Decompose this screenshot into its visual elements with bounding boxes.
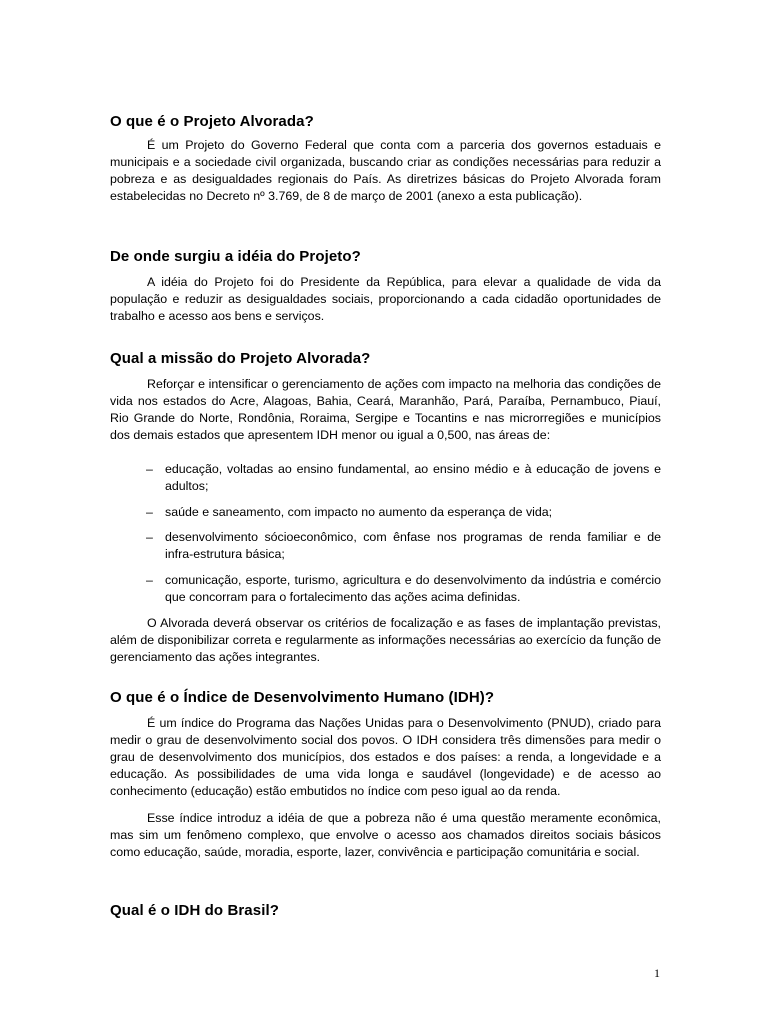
- section-heading-idh-brasil: Qual é o IDH do Brasil?: [110, 902, 279, 919]
- list-item-text: educação, voltadas ao ensino fundamental, ao ensino médio e à educação de jovens e adultos;: [165, 462, 661, 493]
- paragraph-missao-outro: O Alvorada deverá observar os critérios de focalização e as fases de implantação previstas, além de disponibilizar correta e regularmente as informações necessárias ao exercício da função de gerenciamento das ações integrantes.: [110, 616, 661, 664]
- section-heading-origem-ideia: De onde surgiu a idéia do Projeto?: [110, 248, 361, 265]
- page-number: 1: [654, 966, 660, 980]
- list-item: [146, 504, 661, 521]
- list-dash: –: [146, 530, 153, 544]
- list-item-text: desenvolvimento sócioeconômico, com ênfase nos programas de renda familiar e de infra-estrutura básica;: [165, 530, 661, 561]
- list-item: [146, 572, 661, 606]
- paragraph-idh-pobreza: Esse índice introduz a idéia de que a pobreza não é uma questão meramente econômica, mas sim um fenômeno complexo, que envolve o acesso aos chamados direitos sociais básicos como educação, saúde, moradia, esporte, lazer, convivência e participação comunitária e social.: [110, 811, 661, 859]
- list-item: [146, 529, 661, 563]
- list-item-text: saúde e saneamento, com impacto no aumento da esperança de vida;: [165, 505, 553, 519]
- list-dash: –: [146, 505, 153, 519]
- list-dash: –: [146, 573, 153, 587]
- list-dash: –: [146, 462, 153, 476]
- paragraph-missao-intro: Reforçar e intensificar o gerenciamento de ações com impacto na melhoria das condições de vida nos estados do Acre, Alagoas, Bahia, Ceará, Maranhão, Pará, Paraíba, Pernambuco, Piauí, Rio Grande do Norte, Rondônia, Roraima, Sergipe e Tocantins e nas microrregiões e municípios dos demais estados que apresentem IDH menor ou igual a 0,500, nas áreas de:: [110, 377, 661, 442]
- list-item-text: comunicação, esporte, turismo, agricultura e do desenvolvimento da indústria e comércio que concorram para o fortalecimento das ações acima definidas.: [165, 573, 661, 604]
- paragraph-idh-definicao: É um índice do Programa das Nações Unidas para o Desenvolvimento (PNUD), criado para medir o grau de desenvolvimento social dos povos. O IDH considera três dimensões para medir o grau de desenvolvimento dos municípios, dos estados e dos países: a renda, a longevidade e a educação. As possibilidades de uma vida longa e saudável (longevidade) e de acesso ao conhecimento (educação) estão embutidos no índice com peso igual ao da renda.: [110, 716, 661, 798]
- section-heading-projeto-alvorada: O que é o Projeto Alvorada?: [110, 113, 314, 130]
- list-item: [146, 461, 661, 495]
- paragraph-projeto-alvorada: É um Projeto do Governo Federal que conta com a parceria dos governos estaduais e municipais e a sociedade civil organizada, buscando criar as condições necessárias para reduzir a pobreza e as desigualdades regionais do País. As diretrizes básicas do Projeto Alvorada foram estabelecidas no Decreto nº 3.769, de 8 de março de 2001 (anexo a esta publicação).: [110, 138, 661, 203]
- paragraph-origem-ideia: A idéia do Projeto foi do Presidente da República, para elevar a qualidade de vida da população e reduzir as desigualdades sociais, proporcionando a cada cidadão oportunidades de trabalho e acesso aos bens e serviços.: [110, 275, 661, 323]
- section-heading-idh: O que é o Índice de Desenvolvimento Humano (IDH)?: [110, 689, 495, 706]
- section-heading-missao: Qual a missão do Projeto Alvorada?: [110, 350, 371, 367]
